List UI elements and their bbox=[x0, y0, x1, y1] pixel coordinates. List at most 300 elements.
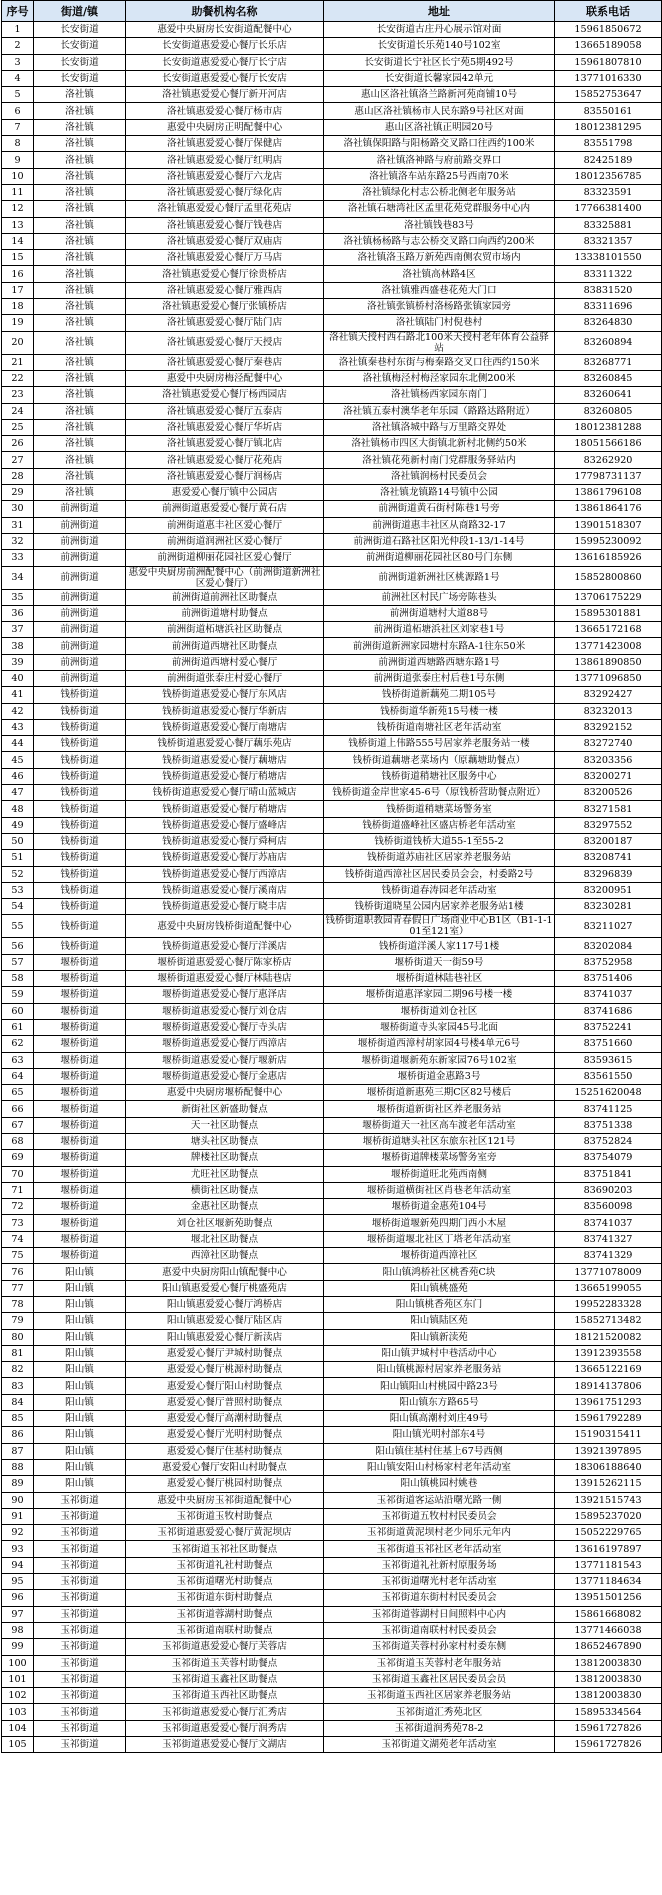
cell-street: 玉祁街道 bbox=[34, 1492, 126, 1508]
cell-phone: 13665172168 bbox=[555, 622, 662, 638]
cell-index: 21 bbox=[2, 354, 34, 370]
cell-org-name: 惠爱中央厨房钱桥街道配餐中心 bbox=[126, 915, 324, 938]
cell-phone: 83260805 bbox=[555, 403, 662, 419]
cell-street: 前洲街道 bbox=[34, 517, 126, 533]
cell-org-name: 钱桥街道惠爱爱心餐厅苏庙店 bbox=[126, 850, 324, 866]
cell-phone: 83741327 bbox=[555, 1231, 662, 1247]
cell-address: 洛社镇杨西家园东南门 bbox=[324, 387, 555, 403]
cell-phone: 83292427 bbox=[555, 687, 662, 703]
cell-phone: 17798731137 bbox=[555, 468, 662, 484]
table-row bbox=[2, 1101, 662, 1117]
cell-phone: 83751338 bbox=[555, 1117, 662, 1133]
cell-org-name: 金惠社区助餐点 bbox=[126, 1199, 324, 1215]
cell-index: 97 bbox=[2, 1606, 34, 1622]
cell-street: 堰桥街道 bbox=[34, 1052, 126, 1068]
table-row bbox=[2, 1117, 662, 1133]
cell-phone: 83323591 bbox=[555, 184, 662, 200]
cell-org-name: 玉祁街道惠爱爱心餐厅汇秀店 bbox=[126, 1704, 324, 1720]
cell-org-name: 前洲街道柳丽花园社区爱心餐厅 bbox=[126, 550, 324, 566]
table-row bbox=[2, 1655, 662, 1671]
cell-index: 69 bbox=[2, 1150, 34, 1166]
table-row bbox=[2, 1557, 662, 1573]
cell-address: 惠山区洛社镇杨市人民东路9号社区对面 bbox=[324, 103, 555, 119]
table-row bbox=[2, 315, 662, 331]
cell-address: 前洲街道新洲社区桃源路1号 bbox=[324, 566, 555, 589]
cell-street: 堰桥街道 bbox=[34, 1248, 126, 1264]
cell-org-name: 惠爱爱心餐厅光明村助餐点 bbox=[126, 1427, 324, 1443]
cell-org-name: 玉祁街道惠爱爱心餐厅润秀店 bbox=[126, 1720, 324, 1736]
cell-phone: 83741037 bbox=[555, 987, 662, 1003]
table-row bbox=[2, 670, 662, 686]
table-row bbox=[2, 1362, 662, 1378]
cell-phone: 83593615 bbox=[555, 1052, 662, 1068]
cell-phone: 18012381295 bbox=[555, 119, 662, 135]
cell-street: 前洲街道 bbox=[34, 566, 126, 589]
cell-address: 洛社镇石塘湾社区孟里花苑党群服务中心内 bbox=[324, 201, 555, 217]
cell-address: 堰桥街道天一街59号 bbox=[324, 954, 555, 970]
table-row bbox=[2, 550, 662, 566]
cell-index: 95 bbox=[2, 1574, 34, 1590]
cell-street: 钱桥街道 bbox=[34, 768, 126, 784]
cell-address: 洛社镇天授村西石路北100米天授村老年体育公益驿站 bbox=[324, 331, 555, 354]
cell-index: 80 bbox=[2, 1329, 34, 1345]
cell-org-name: 阳山镇惠爱爱心餐厅鸿桥店 bbox=[126, 1296, 324, 1312]
cell-index: 45 bbox=[2, 752, 34, 768]
cell-address: 洛社镇雅西盛巷花苑大门口 bbox=[324, 282, 555, 298]
cell-street: 堰桥街道 bbox=[34, 1182, 126, 1198]
cell-phone: 83211027 bbox=[555, 915, 662, 938]
cell-org-name: 洛社镇惠爱爱心餐厅保健店 bbox=[126, 136, 324, 152]
cell-phone: 83264830 bbox=[555, 315, 662, 331]
cell-street: 钱桥街道 bbox=[34, 817, 126, 833]
table-row bbox=[2, 1280, 662, 1296]
cell-index: 7 bbox=[2, 119, 34, 135]
table-row bbox=[2, 768, 662, 784]
table-row bbox=[2, 1508, 662, 1524]
cell-index: 84 bbox=[2, 1394, 34, 1410]
cell-address: 钱桥街道晓星公园内居家养老服务站1楼 bbox=[324, 899, 555, 915]
cell-street: 钱桥街道 bbox=[34, 736, 126, 752]
cell-phone: 83262920 bbox=[555, 452, 662, 468]
cell-street: 堰桥街道 bbox=[34, 971, 126, 987]
cell-address: 玉祁街道汇秀苑北区 bbox=[324, 1704, 555, 1720]
cell-address: 钱桥街道新藕苑二期105号 bbox=[324, 687, 555, 703]
cell-org-name: 惠爱中央厨房正明配餐中心 bbox=[126, 119, 324, 135]
cell-address: 阳山镇鸿桥社区桃香苑C块 bbox=[324, 1264, 555, 1280]
cell-phone: 15861668082 bbox=[555, 1606, 662, 1622]
cell-street: 洛社镇 bbox=[34, 152, 126, 168]
cell-index: 60 bbox=[2, 1003, 34, 1019]
cell-address: 钱桥街道华新苑15号楼一楼 bbox=[324, 703, 555, 719]
cell-address: 堰桥街道刘仓社区 bbox=[324, 1003, 555, 1019]
cell-street: 堰桥街道 bbox=[34, 1150, 126, 1166]
cell-index: 29 bbox=[2, 485, 34, 501]
cell-phone: 15961727826 bbox=[555, 1736, 662, 1752]
table-row bbox=[2, 1345, 662, 1361]
cell-index: 12 bbox=[2, 201, 34, 217]
cell-phone: 15852713482 bbox=[555, 1313, 662, 1329]
table-row bbox=[2, 201, 662, 217]
table-row bbox=[2, 622, 662, 638]
cell-street: 玉祁街道 bbox=[34, 1541, 126, 1557]
cell-org-name: 玉祁街道曙光村助餐点 bbox=[126, 1574, 324, 1590]
cell-address: 长安街道古庄丹心展示馆对面 bbox=[324, 22, 555, 38]
cell-street: 阳山镇 bbox=[34, 1476, 126, 1492]
table-row bbox=[2, 54, 662, 70]
cell-street: 玉祁街道 bbox=[34, 1606, 126, 1622]
table-row bbox=[2, 1411, 662, 1427]
cell-address: 前洲街道柘塘浜社区刘家巷1号 bbox=[324, 622, 555, 638]
cell-address: 玉祁街道客运站沿曙光路一侧 bbox=[324, 1492, 555, 1508]
table-row bbox=[2, 136, 662, 152]
table-row bbox=[2, 266, 662, 282]
cell-phone: 83752241 bbox=[555, 1019, 662, 1035]
cell-org-name: 前洲街道塘村助餐点 bbox=[126, 605, 324, 621]
cell-phone: 83260894 bbox=[555, 331, 662, 354]
cell-address: 长安街道长宁社区长宁苑5期492号 bbox=[324, 54, 555, 70]
cell-index: 13 bbox=[2, 217, 34, 233]
cell-org-name: 惠爱爱心餐厅镇中公园店 bbox=[126, 485, 324, 501]
cell-address: 堰桥街道新惠苑三期C区82号楼后 bbox=[324, 1085, 555, 1101]
header-phone: 联系电话 bbox=[555, 1, 662, 22]
cell-street: 洛社镇 bbox=[34, 485, 126, 501]
cell-street: 洛社镇 bbox=[34, 452, 126, 468]
cell-street: 阳山镇 bbox=[34, 1296, 126, 1312]
table-row bbox=[2, 233, 662, 249]
table-row bbox=[2, 687, 662, 703]
table-row bbox=[2, 866, 662, 882]
cell-index: 83 bbox=[2, 1378, 34, 1394]
cell-address: 阳山镇桃园村姚巷 bbox=[324, 1476, 555, 1492]
cell-phone: 13921515743 bbox=[555, 1492, 662, 1508]
cell-phone: 83754079 bbox=[555, 1150, 662, 1166]
cell-org-name: 阳山镇惠爱爱心餐厅陆区店 bbox=[126, 1313, 324, 1329]
cell-index: 43 bbox=[2, 719, 34, 735]
cell-org-name: 洛社镇惠爱爱心餐厅张镇桥店 bbox=[126, 299, 324, 315]
cell-index: 100 bbox=[2, 1655, 34, 1671]
table-row bbox=[2, 119, 662, 135]
cell-org-name: 洛社镇惠爱爱心餐厅六龙店 bbox=[126, 168, 324, 184]
cell-phone: 13771181543 bbox=[555, 1557, 662, 1573]
cell-phone: 83551798 bbox=[555, 136, 662, 152]
cell-phone: 83268771 bbox=[555, 354, 662, 370]
cell-street: 洛社镇 bbox=[34, 468, 126, 484]
cell-street: 堰桥街道 bbox=[34, 1003, 126, 1019]
cell-index: 105 bbox=[2, 1736, 34, 1752]
cell-index: 93 bbox=[2, 1541, 34, 1557]
cell-index: 55 bbox=[2, 915, 34, 938]
cell-phone: 15895334564 bbox=[555, 1704, 662, 1720]
cell-org-name: 横街社区助餐点 bbox=[126, 1182, 324, 1198]
cell-org-name: 惠爱中央厨房阳山镇配餐中心 bbox=[126, 1264, 324, 1280]
cell-phone: 83260845 bbox=[555, 370, 662, 386]
cell-street: 洛社镇 bbox=[34, 168, 126, 184]
cell-street: 玉祁街道 bbox=[34, 1557, 126, 1573]
cell-org-name: 惠爱爱心餐厅高潮村助餐点 bbox=[126, 1411, 324, 1427]
cell-org-name: 玉祁街道玉西社区助餐点 bbox=[126, 1688, 324, 1704]
cell-org-name: 钱桥街道惠爱爱心餐厅洋溪店 bbox=[126, 938, 324, 954]
cell-street: 阳山镇 bbox=[34, 1313, 126, 1329]
table-row bbox=[2, 638, 662, 654]
cell-address: 玉祁街道玉芙蓉村老年服务站 bbox=[324, 1655, 555, 1671]
cell-index: 76 bbox=[2, 1264, 34, 1280]
cell-org-name: 刘仓社区堰新苑助餐点 bbox=[126, 1215, 324, 1231]
cell-org-name: 钱桥街道惠爱爱心餐厅华新店 bbox=[126, 703, 324, 719]
table-row bbox=[2, 1459, 662, 1475]
cell-org-name: 洛社镇惠爱爱心餐厅孟里花苑店 bbox=[126, 201, 324, 217]
cell-street: 堰桥街道 bbox=[34, 1166, 126, 1182]
table-row bbox=[2, 38, 662, 54]
table-row bbox=[2, 331, 662, 354]
cell-phone: 13861890850 bbox=[555, 654, 662, 670]
table-row bbox=[2, 882, 662, 898]
cell-phone: 83751841 bbox=[555, 1166, 662, 1182]
cell-index: 74 bbox=[2, 1231, 34, 1247]
cell-org-name: 玉祁街道玉祁社区助餐点 bbox=[126, 1541, 324, 1557]
cell-phone: 83203356 bbox=[555, 752, 662, 768]
cell-org-name: 惠爱中央厨房堰桥配餐中心 bbox=[126, 1085, 324, 1101]
cell-address: 前洲街道石路社区阳光仲段1-13/1-14号 bbox=[324, 533, 555, 549]
cell-phone: 13812003830 bbox=[555, 1655, 662, 1671]
table-row bbox=[2, 915, 662, 938]
table-row bbox=[2, 1019, 662, 1035]
cell-phone: 83200951 bbox=[555, 882, 662, 898]
cell-org-name: 洛社镇惠爱爱心餐厅天授店 bbox=[126, 331, 324, 354]
cell-address: 阳山镇陆区苑 bbox=[324, 1313, 555, 1329]
cell-phone: 13706175229 bbox=[555, 589, 662, 605]
cell-phone: 83271581 bbox=[555, 801, 662, 817]
cell-index: 1 bbox=[2, 22, 34, 38]
cell-phone: 19952283328 bbox=[555, 1296, 662, 1312]
cell-index: 51 bbox=[2, 850, 34, 866]
cell-org-name: 洛社镇惠爱爱心餐厅镇北店 bbox=[126, 436, 324, 452]
cell-index: 15 bbox=[2, 250, 34, 266]
cell-index: 17 bbox=[2, 282, 34, 298]
cell-index: 6 bbox=[2, 103, 34, 119]
cell-index: 32 bbox=[2, 533, 34, 549]
cell-street: 前洲街道 bbox=[34, 638, 126, 654]
cell-phone: 15895237020 bbox=[555, 1508, 662, 1524]
cell-street: 前洲街道 bbox=[34, 654, 126, 670]
cell-address: 洛社镇花苑新村南门党群服务驿站内 bbox=[324, 452, 555, 468]
cell-street: 长安街道 bbox=[34, 38, 126, 54]
cell-phone: 13921397895 bbox=[555, 1443, 662, 1459]
table-row bbox=[2, 1231, 662, 1247]
cell-street: 前洲街道 bbox=[34, 589, 126, 605]
table-row bbox=[2, 1199, 662, 1215]
cell-index: 82 bbox=[2, 1362, 34, 1378]
cell-org-name: 前洲街道西塘村爱心餐厅 bbox=[126, 654, 324, 670]
cell-street: 长安街道 bbox=[34, 54, 126, 70]
cell-org-name: 钱桥街道惠爱爱心餐厅西漳店 bbox=[126, 866, 324, 882]
cell-org-name: 钱桥街道惠爱爱心餐厅稍塘店 bbox=[126, 801, 324, 817]
cell-index: 4 bbox=[2, 70, 34, 86]
cell-index: 90 bbox=[2, 1492, 34, 1508]
cell-phone: 13665122169 bbox=[555, 1362, 662, 1378]
cell-index: 31 bbox=[2, 517, 34, 533]
table-row bbox=[2, 152, 662, 168]
cell-org-name: 堰桥街道惠爱爱心餐厅惠泽店 bbox=[126, 987, 324, 1003]
cell-address: 阳山镇桃盛苑 bbox=[324, 1280, 555, 1296]
table-row bbox=[2, 1590, 662, 1606]
cell-index: 67 bbox=[2, 1117, 34, 1133]
cell-address: 钱桥街道稍塘社区服务中心 bbox=[324, 768, 555, 784]
cell-phone: 83752958 bbox=[555, 954, 662, 970]
cell-index: 92 bbox=[2, 1525, 34, 1541]
cell-street: 钱桥街道 bbox=[34, 703, 126, 719]
cell-street: 堰桥街道 bbox=[34, 1199, 126, 1215]
table-row bbox=[2, 1720, 662, 1736]
cell-street: 前洲街道 bbox=[34, 670, 126, 686]
table-row bbox=[2, 184, 662, 200]
table-row bbox=[2, 971, 662, 987]
cell-street: 玉祁街道 bbox=[34, 1655, 126, 1671]
cell-index: 86 bbox=[2, 1427, 34, 1443]
cell-address: 玉祁街道润秀苑78-2 bbox=[324, 1720, 555, 1736]
table-row bbox=[2, 1166, 662, 1182]
header-org-name: 助餐机构名称 bbox=[126, 1, 324, 22]
cell-phone: 83741037 bbox=[555, 1215, 662, 1231]
table-row bbox=[2, 282, 662, 298]
cell-org-name: 钱桥街道惠爱爱心餐厅舜柯店 bbox=[126, 833, 324, 849]
cell-address: 洛社镇五泰村澳华老年乐园（路路达路附近） bbox=[324, 403, 555, 419]
cell-address: 堰桥街道堰新苑东新家园76号102室 bbox=[324, 1052, 555, 1068]
cell-org-name: 惠爱中央厨房长安街道配餐中心 bbox=[126, 22, 324, 38]
cell-address: 阳山镇安阳山村杨家村老年活动室 bbox=[324, 1459, 555, 1475]
cell-org-name: 洛社镇惠爱爱心餐厅钱巷店 bbox=[126, 217, 324, 233]
cell-address: 钱桥街道稍塘菜场警务室 bbox=[324, 801, 555, 817]
cell-street: 洛社镇 bbox=[34, 201, 126, 217]
cell-address: 堰桥街道天一社区高车渡老年活动室 bbox=[324, 1117, 555, 1133]
cell-org-name: 洛社镇惠爱爱心餐厅双庙店 bbox=[126, 233, 324, 249]
cell-index: 58 bbox=[2, 971, 34, 987]
cell-phone: 83752824 bbox=[555, 1134, 662, 1150]
cell-index: 65 bbox=[2, 1085, 34, 1101]
cell-address: 洛社镇绿化村志公桥北侧老年服务站 bbox=[324, 184, 555, 200]
cell-index: 8 bbox=[2, 136, 34, 152]
cell-index: 87 bbox=[2, 1443, 34, 1459]
cell-org-name: 长安街道惠爱爱心餐厅长宁店 bbox=[126, 54, 324, 70]
cell-street: 洛社镇 bbox=[34, 387, 126, 403]
cell-phone: 13912393558 bbox=[555, 1345, 662, 1361]
cell-org-name: 洛社镇惠爱爱心餐厅华圻店 bbox=[126, 419, 324, 435]
cell-index: 35 bbox=[2, 589, 34, 605]
cell-address: 堰桥街道塘头社区东旅东社区121号 bbox=[324, 1134, 555, 1150]
cell-index: 42 bbox=[2, 703, 34, 719]
cell-street: 洛社镇 bbox=[34, 282, 126, 298]
table-row bbox=[2, 833, 662, 849]
table-row bbox=[2, 1085, 662, 1101]
cell-org-name: 堰桥街道惠爱爱心餐厅刘仓店 bbox=[126, 1003, 324, 1019]
cell-phone: 83272740 bbox=[555, 736, 662, 752]
cell-street: 阳山镇 bbox=[34, 1394, 126, 1410]
cell-address: 前洲街道惠丰社区从商路32-17 bbox=[324, 517, 555, 533]
table-row bbox=[2, 719, 662, 735]
cell-address: 玉祁街道黄泥坝村老少同乐元年内 bbox=[324, 1525, 555, 1541]
cell-street: 玉祁街道 bbox=[34, 1671, 126, 1687]
cell-street: 阳山镇 bbox=[34, 1280, 126, 1296]
table-row bbox=[2, 1068, 662, 1084]
cell-phone: 13771078009 bbox=[555, 1264, 662, 1280]
cell-org-name: 洛社镇惠爱爱心餐厅绿化店 bbox=[126, 184, 324, 200]
cell-phone: 15852800860 bbox=[555, 566, 662, 589]
table-row bbox=[2, 299, 662, 315]
cell-index: 39 bbox=[2, 654, 34, 670]
cell-phone: 83200271 bbox=[555, 768, 662, 784]
cell-address: 前洲街道张泰庄村后巷1号东侧 bbox=[324, 670, 555, 686]
cell-phone: 83297552 bbox=[555, 817, 662, 833]
cell-phone: 15052229765 bbox=[555, 1525, 662, 1541]
cell-phone: 13665199055 bbox=[555, 1280, 662, 1296]
cell-street: 玉祁街道 bbox=[34, 1622, 126, 1638]
cell-address: 洛社镇洛城中路与万里路交界处 bbox=[324, 419, 555, 435]
cell-street: 钱桥街道 bbox=[34, 785, 126, 801]
cell-address: 洛社镇秦巷村东街与梅秦路交叉口往西约150米 bbox=[324, 354, 555, 370]
table-row bbox=[2, 752, 662, 768]
cell-index: 66 bbox=[2, 1101, 34, 1117]
cell-phone: 83296839 bbox=[555, 866, 662, 882]
cell-index: 52 bbox=[2, 866, 34, 882]
cell-phone: 15961792289 bbox=[555, 1411, 662, 1427]
cell-org-name: 玉祁街道玉牧村助餐点 bbox=[126, 1508, 324, 1524]
cell-street: 阳山镇 bbox=[34, 1427, 126, 1443]
cell-address: 堰桥街道新街社区养老服务站 bbox=[324, 1101, 555, 1117]
cell-index: 68 bbox=[2, 1134, 34, 1150]
cell-index: 64 bbox=[2, 1068, 34, 1084]
cell-address: 洛社镇润杨村民委员会 bbox=[324, 468, 555, 484]
cell-street: 洛社镇 bbox=[34, 436, 126, 452]
cell-org-name: 堰北社区助餐点 bbox=[126, 1231, 324, 1247]
cell-org-name: 堰桥街道惠爱爱心餐厅西漳店 bbox=[126, 1036, 324, 1052]
cell-street: 洛社镇 bbox=[34, 184, 126, 200]
table-row bbox=[2, 1313, 662, 1329]
cell-street: 堰桥街道 bbox=[34, 1231, 126, 1247]
cell-org-name: 玉祁街道玉芙蓉村助餐点 bbox=[126, 1655, 324, 1671]
table-row bbox=[2, 1248, 662, 1264]
cell-org-name: 新街社区新盛助餐点 bbox=[126, 1101, 324, 1117]
cell-org-name: 惠爱爱心餐厅尹城村助餐点 bbox=[126, 1345, 324, 1361]
cell-address: 钱桥街道南塘社区老年活动室 bbox=[324, 719, 555, 735]
table-row bbox=[2, 217, 662, 233]
cell-address: 堰桥街道西漳村胡家园4号楼4单元6号 bbox=[324, 1036, 555, 1052]
header-address: 地址 bbox=[324, 1, 555, 22]
cell-phone: 15190315411 bbox=[555, 1427, 662, 1443]
table-row bbox=[2, 1003, 662, 1019]
cell-index: 46 bbox=[2, 768, 34, 784]
cell-address: 钱桥街道西漳社区居民委员会会，村委路2号 bbox=[324, 866, 555, 882]
cell-org-name: 阳山镇惠爱爱心餐厅新渎店 bbox=[126, 1329, 324, 1345]
table-row bbox=[2, 1492, 662, 1508]
cell-address: 长安街道长乐苑140号102室 bbox=[324, 38, 555, 54]
cell-address: 长安街道长馨家园42单元 bbox=[324, 70, 555, 86]
cell-org-name: 前洲街道柘塘浜社区助餐点 bbox=[126, 622, 324, 638]
cell-phone: 13915262115 bbox=[555, 1476, 662, 1492]
cell-org-name: 钱桥街道惠爱爱心餐厅溪南店 bbox=[126, 882, 324, 898]
cell-street: 玉祁街道 bbox=[34, 1525, 126, 1541]
cell-index: 48 bbox=[2, 801, 34, 817]
cell-street: 钱桥街道 bbox=[34, 938, 126, 954]
cell-index: 75 bbox=[2, 1248, 34, 1264]
cell-phone: 18652467890 bbox=[555, 1639, 662, 1655]
cell-phone: 83561550 bbox=[555, 1068, 662, 1084]
cell-address: 前洲街道塘村大道88号 bbox=[324, 605, 555, 621]
cell-org-name: 惠爱爱心餐厅安阳山村助餐点 bbox=[126, 1459, 324, 1475]
cell-index: 72 bbox=[2, 1199, 34, 1215]
cell-phone: 13771184634 bbox=[555, 1574, 662, 1590]
cell-org-name: 前洲街道前洲社区助餐点 bbox=[126, 589, 324, 605]
cell-address: 阳山镇高潮村刘庄49号 bbox=[324, 1411, 555, 1427]
cell-phone: 18012356785 bbox=[555, 168, 662, 184]
